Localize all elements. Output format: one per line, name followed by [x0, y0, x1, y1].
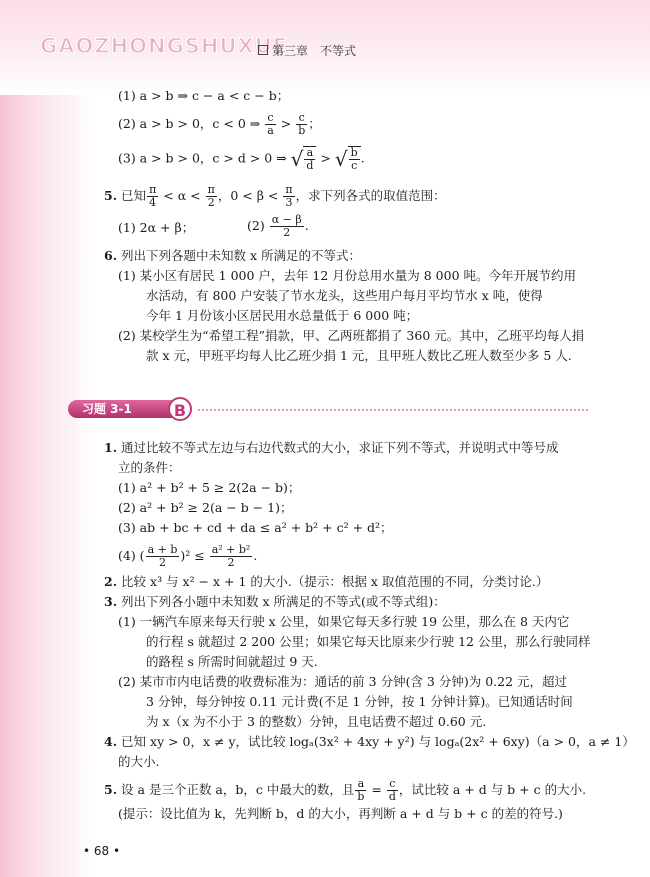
exercise-divider	[198, 409, 588, 411]
fraction-alpha-minus-beta	[270, 214, 304, 239]
b3-sub1-line3: 的路程 s 所需时间就超过 9 天.	[146, 654, 318, 669]
b4-line1: 已知 xy > 0，x ≠ y，试比较 logₐ(3x² + 4xy + y²) 与 logₐ(2x² + 6xy)（a > 0，a ≠ 1）	[121, 734, 635, 749]
question-number: 5.	[104, 782, 118, 797]
b3-sub2-line2: 3 分钟，每分钟按 0.11 元计费(不足 1 分钟，按 1 分钟计算)。已知通话时间	[146, 694, 573, 709]
frac-num: c	[296, 112, 307, 125]
q6-sub2-line2: 款 x 元，甲班平均每人比乙班少捐 1 元，且甲班人数比乙班人数至少多 5 人.	[146, 348, 572, 363]
q6-title: 列出下列各题中未知数 x 所满足的不等式：	[121, 248, 362, 263]
q5-sub2-end: .	[304, 218, 309, 233]
q5-mid1: < α <	[159, 188, 205, 203]
frac-den: b	[357, 790, 365, 803]
b5-eq: =	[367, 782, 386, 797]
fraction-b-over-c	[349, 147, 360, 172]
item3-end: .	[360, 150, 365, 166]
fraction-a-over-b	[355, 778, 366, 803]
page-number: • 68 •	[83, 844, 121, 858]
b1-sub-2: (2) a² + b² ≥ 2(a − b − 1)；	[118, 500, 293, 515]
b1-line1: 通过比较不等式左边与右边代数式的大小，求证下列不等式，并说明式中等号成	[121, 440, 559, 455]
sqrt-a-over-d: √ $\frac{a}{d}$	[291, 146, 317, 172]
frac-den: d	[306, 159, 314, 172]
b-question-2	[104, 574, 548, 590]
item2-text: (2) a > b > 0，c < 0 ⇒	[118, 116, 265, 131]
frac-den: c	[351, 159, 358, 172]
frac-num: π	[207, 183, 215, 196]
property-item-3	[118, 146, 365, 172]
fraction-pi-over-4	[147, 184, 158, 209]
b3-title: 列出下列各小题中未知数 x 所满足的不等式(或不等式组)：	[121, 594, 446, 609]
frac-den: 2	[207, 196, 215, 209]
b-question-4	[104, 734, 635, 750]
frac-num: π	[285, 183, 293, 196]
q5-mid2: ，0 < β <	[217, 188, 283, 203]
b5-pre: 设 a 是三个正数 a，b，c 中最大的数，且	[121, 782, 355, 797]
question-number: 6.	[104, 248, 118, 263]
frac-num: a	[355, 778, 366, 791]
exercise-banner	[68, 397, 588, 423]
q6-sub1-line1: (1) 某小区有居民 1 000 户，去年 12 月份总用水量为 8 000 吨。今年开展节约用	[118, 268, 576, 283]
frac-den: a	[267, 124, 274, 137]
question-number: 3.	[104, 594, 118, 609]
fraction-pi-over-2	[206, 184, 217, 209]
q5-sub2-pre: (2)	[247, 218, 269, 233]
frac-den: 2	[227, 556, 235, 569]
fraction-pi-over-3	[283, 184, 294, 209]
frac-den: 2	[283, 226, 291, 239]
frac-den: b	[298, 124, 306, 137]
b1-sub-4	[118, 544, 257, 569]
b1-sub-3: (3) ab + bc + cd + da ≤ a² + b² + c² + d²；	[118, 520, 393, 535]
b3-sub1-line2: 的行程 s 就超过 2 200 公里；如果它每天比原来少行驶 12 公里，那么行驶同样	[146, 634, 591, 649]
frac-num: c	[265, 112, 276, 125]
b-question-3	[104, 594, 446, 610]
question-number: 4.	[104, 734, 118, 749]
q6-sub2-line1: (2) 某校学生为“希望工程”捐款，甲、乙两班都捐了 360 元。其中，乙班平均每人捐	[118, 328, 585, 343]
b2-text: 比较 x³ 与 x² − x + 1 的大小.（提示：根据 x 取值范围的不同，分类讨论.）	[121, 574, 549, 589]
question-5	[104, 184, 446, 209]
exercise-level-badge: B	[168, 397, 192, 421]
q5-sub-2	[247, 214, 309, 239]
b3-sub1-line1: (1) 一辆汽车原来每天行驶 x 公里，如果它每天多行驶 19 公里，那么在 8 天内它	[118, 614, 570, 629]
frac-den: d	[388, 790, 396, 803]
frac-num: a	[304, 147, 315, 160]
chapter-box-icon	[258, 45, 268, 55]
fraction-c-over-b	[296, 112, 307, 137]
property-item-1: (1) a > b ⇒ c − a < c − b；	[118, 88, 290, 103]
q5-post: ，求下列各式的取值范围：	[295, 188, 446, 203]
b5-hint: (提示：设比值为 k，先判断 b，d 的大小，再判断 a + d 与 b + c 的差的符号.)	[118, 806, 563, 821]
item2-end: ；	[308, 116, 321, 131]
frac-num: a + b	[147, 543, 178, 556]
q5-pre: 已知	[121, 188, 147, 203]
item3-text: (3) a > b > 0，c > d > 0 ⇒	[118, 150, 291, 166]
question-6	[104, 248, 361, 264]
b1-sub4-end: .	[253, 548, 258, 563]
sqrt-b-over-c: √ $\frac{b}{c}$	[335, 146, 361, 172]
b3-sub2-line1: (2) 某市市内电话费的收费标准为：通话的前 3 分钟(含 3 分钟)为 0.22 元，超过	[118, 674, 568, 689]
question-number: 1.	[104, 440, 118, 455]
b1-sub4-mid: )² ≤	[180, 548, 209, 563]
property-item-2	[118, 112, 321, 137]
fraction-a2-plus-b2-over-2	[210, 544, 253, 569]
question-number: 5.	[104, 188, 118, 203]
q6-sub1-line2: 水活动，有 800 户安装了节水龙头，这些用户每月平均节水 x 吨，使得	[146, 288, 543, 303]
frac-den: 3	[285, 196, 293, 209]
b1-line2: 立的条件：	[118, 460, 181, 475]
fraction-a-plus-b-over-2	[146, 544, 180, 569]
b1-sub-1: (1) a² + b² + 5 ≥ 2(2a − b)；	[118, 480, 301, 495]
b1-sub4-pre: (4) (	[118, 548, 145, 563]
b3-sub2-line3: 为 x（x 为不小于 3 的整数）分钟，且电话费不超过 0.60 元.	[146, 714, 487, 729]
frac-num: α − β	[271, 213, 302, 226]
q6-sub1-line3: 今年 1 月份该小区居民用水总量低于 6 000 吨；	[146, 308, 419, 323]
frac-num: a² + b²	[211, 543, 251, 556]
q5-sub-1: (1) 2α + β；	[118, 220, 195, 235]
fraction-c-over-a	[265, 112, 276, 137]
frac-num: π	[149, 183, 157, 196]
frac-den: 4	[149, 196, 157, 209]
b5-post: ，试比较 a + d 与 b + c 的大小.	[398, 782, 587, 797]
exercise-label: 习题 3-1	[68, 400, 180, 418]
question-number: 2.	[104, 574, 118, 589]
chapter-header	[258, 42, 356, 59]
frac-num: c	[387, 778, 398, 791]
chapter-title: 第三章 不等式	[272, 44, 357, 58]
series-watermark: GAOZHONGSHUXUE	[40, 34, 289, 58]
item3-op: >	[316, 150, 335, 166]
item2-op: >	[276, 116, 296, 131]
b-question-5	[104, 778, 586, 803]
frac-num: b	[350, 146, 358, 159]
b-question-1	[104, 440, 559, 456]
frac-den: 2	[158, 556, 166, 569]
fraction-c-over-d	[387, 778, 398, 803]
b4-line2: 的大小.	[118, 754, 160, 769]
fraction-a-over-d	[304, 147, 315, 172]
